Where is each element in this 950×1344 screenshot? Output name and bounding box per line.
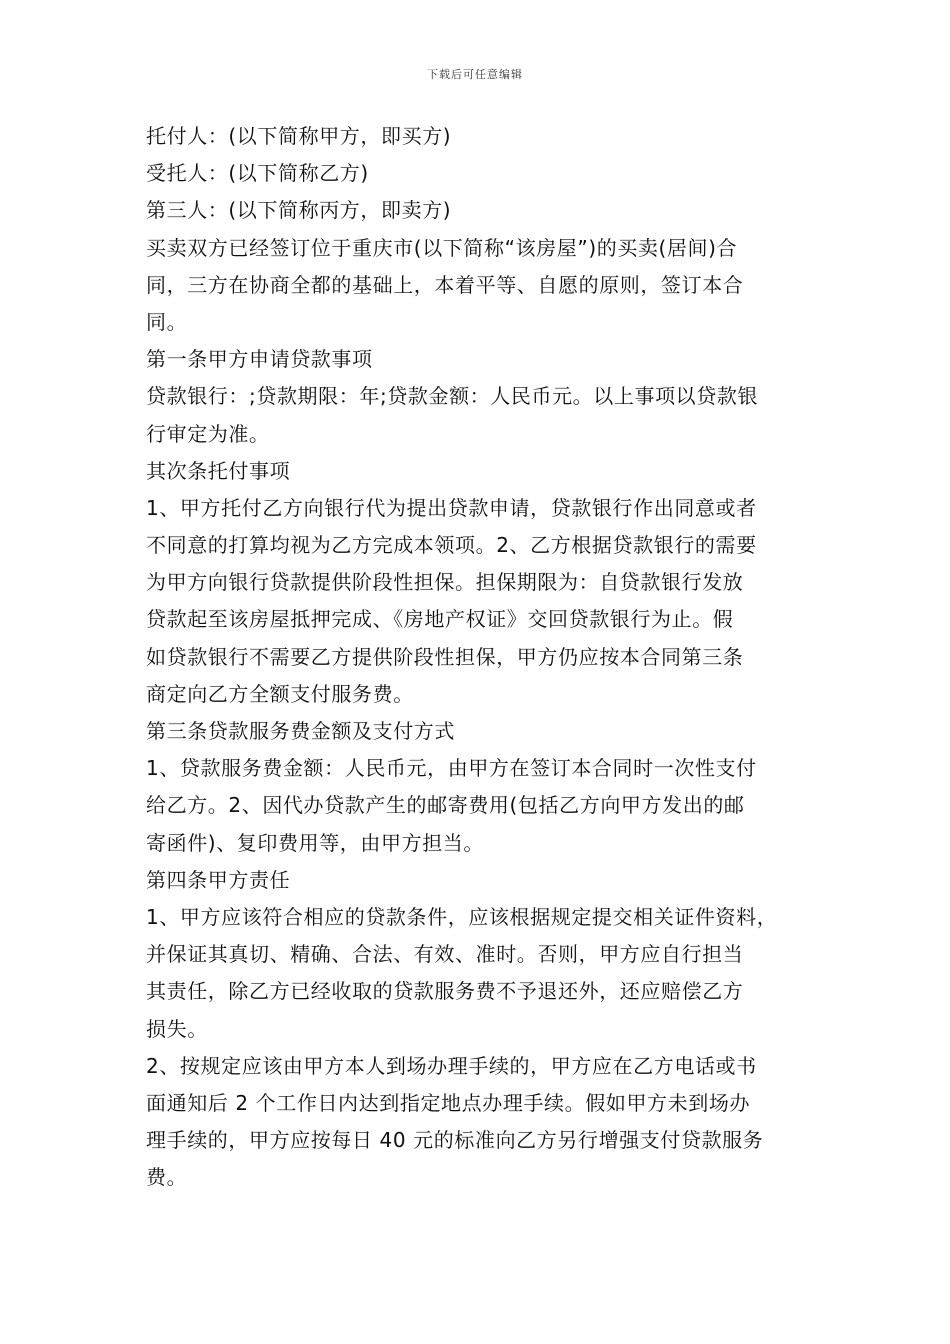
text-line: 1、甲方应该符合相应的贷款条件，应该根据规定提交相关证件资料， [146,904,778,929]
text-line: 为甲方向银行贷款提供阶段性担保。担保期限为：自贷款银行发放 [146,570,744,595]
text-line: 理手续的，甲方应按每日 40 元的标准向乙方另行增强支付贷款服务 [146,1128,764,1153]
text-line: 如贷款银行不需要乙方提供阶段性担保，甲方仍应按本合同第三条 [146,644,744,669]
text-line: 行审定为准。 [146,421,270,446]
section-heading: 第三条贷款服务费金额及支付方式 [146,719,455,743]
text-line: 托付人：(以下简称甲方，即买方) [146,124,452,148]
text-line: 贷款起至该房屋抵押完成、《房地产权证》交回贷款银行为止。假 [146,607,734,632]
text-line: 同。 [146,309,188,334]
text-line: 第三人：(以下简称丙方，即卖方) [146,198,452,223]
text-line: 1、贷款服务费金额：人民币元，由甲方在签订本合同时一次性支付 [146,756,757,781]
text-line: 2、按规定应该由甲方本人到场办理手续的，甲方应在乙方电话或书 [146,1053,757,1078]
text-line: 不同意的打算均视为乙方完成本领项。2、乙方根据贷款银行的需要 [146,533,757,558]
section-heading: 第四条甲方责任 [146,867,291,892]
section-heading: 其次条托付事项 [146,458,291,483]
text-line: 买卖双方已经签订位于重庆市(以下简称“该房屋”)的买卖(居间)合 [146,235,738,260]
text-line: 寄函件)、复印费用等，由甲方担当。 [146,830,485,855]
text-line: 同，三方在协商全都的基础上，本着平等、自愿的原则，签订本合 [146,272,744,297]
text-line: 损失。 [146,1016,208,1041]
text-line: 面通知后 2 个工作日内达到指定地点办理手续。假如甲方未到场办 [146,1090,751,1115]
text-line: 贷款银行：;贷款期限：年;贷款金额：人民币元。以上事项以贷款银 [146,384,759,409]
text-line: 商定向乙方全额支付服务费。 [146,681,414,706]
document-body [146,118,810,1196]
text-line: 并保证其真切、精确、合法、有效、准时。否则，甲方应自行担当 [146,942,744,967]
section-heading: 第一条甲方申请贷款事项 [146,347,373,372]
text-line: 给乙方。2、因代办贷款产生的邮寄费用(包括乙方向甲方发出的邮 [146,793,745,818]
text-line: 1、甲方托付乙方向银行代为提出贷款申请，贷款银行作出同意或者 [146,495,757,520]
page-header-note: 下载后可任意编辑 [427,68,523,81]
text-line: 其责任，除乙方已经收取的贷款服务费不予退还外，还应赔偿乙方 [146,979,744,1004]
text-line: 受托人：(以下简称乙方) [146,161,369,186]
text-line: 费。 [146,1165,188,1190]
